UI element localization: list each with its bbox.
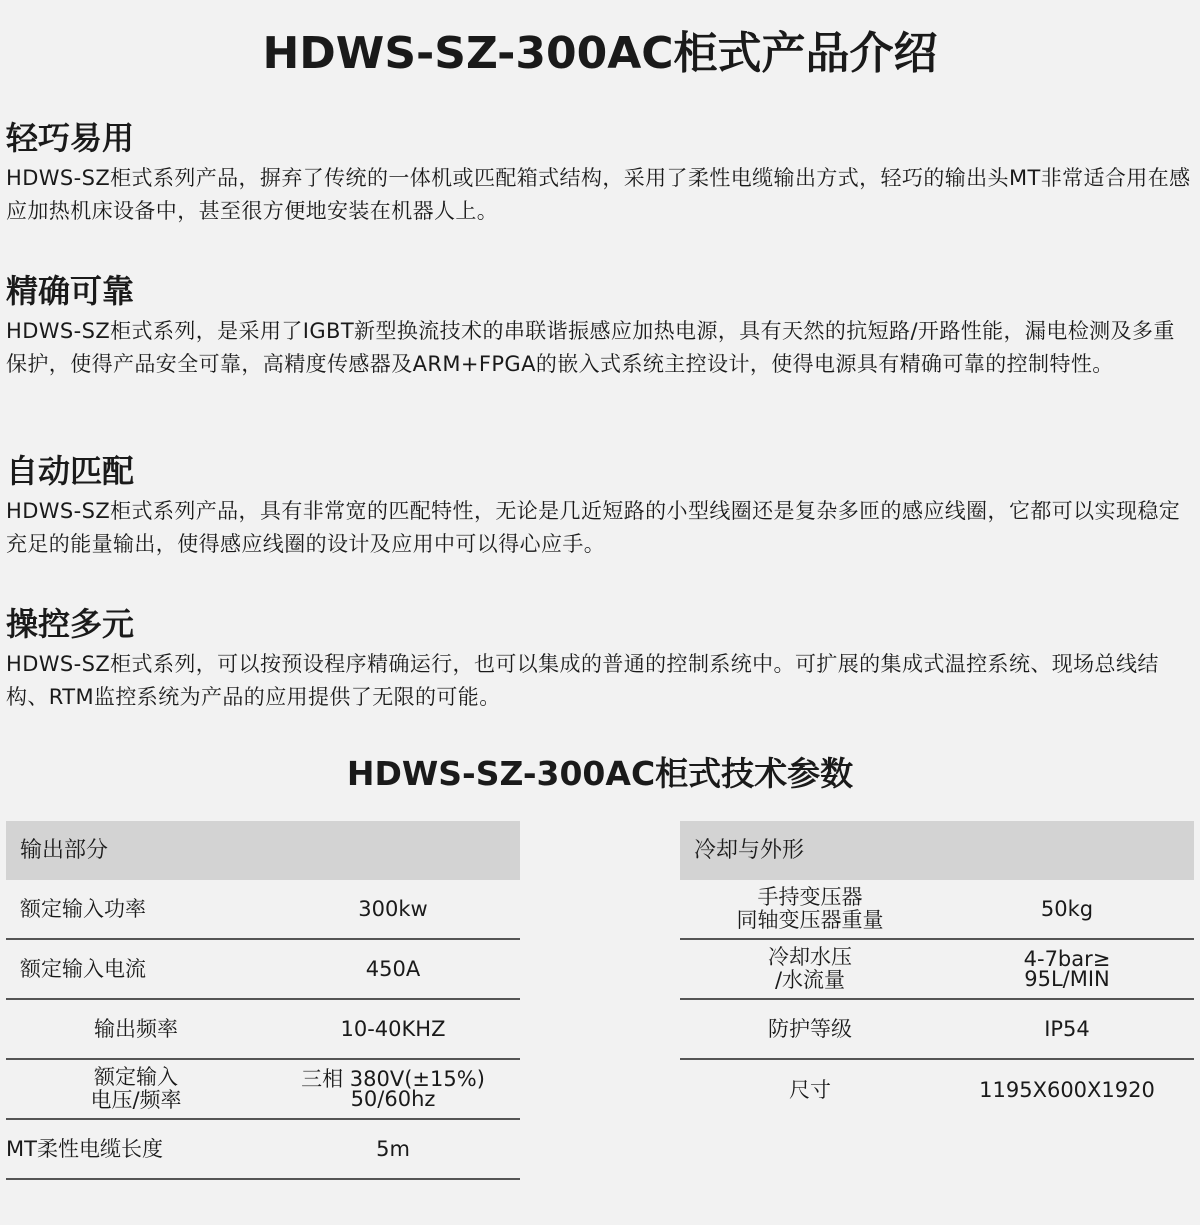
param-value [940,1019,1194,1039]
param-label-line: 电压/频率 [90,1088,182,1112]
param-value-line: 4-7bar≥ [1023,947,1111,971]
section-easy-use [6,116,1196,228]
param-label [680,946,940,992]
spec-table-cooling [680,821,1194,1120]
param-value-line: 三相 380V(±15%) [301,1067,485,1091]
table-row [680,1060,1194,1120]
section-text: HDWS-SZ柜式系列产品，摒弃了传统的一体机或匹配箱式结构，采用了柔性电缆输出方式，轻巧的输出头MT非常适合用在感应加热机床设备中，甚至很方便地安装在机器人上。 [6,166,1191,223]
param-label [680,886,940,932]
param-value [266,1019,520,1039]
param-value-line: 300kw [358,897,428,921]
param-label-line: 额定输入 [94,1065,178,1089]
param-label-line: 手持变压器 [757,885,863,909]
table-row [6,1000,520,1060]
param-label [6,958,266,981]
page-title: HDWS-SZ-300AC柜式产品介绍 [262,28,938,79]
param-value [940,899,1194,919]
param-label [6,1018,266,1041]
param-value-line: 1195X600X1920 [979,1078,1155,1102]
param-value [266,1139,520,1159]
param-label-line: 额定输入功率 [20,896,146,921]
param-value [940,949,1194,989]
param-label-line: MT柔性电缆长度 [6,1136,163,1161]
param-label-line: 冷却水压 [768,945,852,969]
section-text: HDWS-SZ柜式系列，可以按预设程序精确运行，也可以集成的普通的控制系统中。可扩展的集成式温控系统、现场总线结构、RTM监控系统为产品的应用提供了无限的可能。 [6,652,1159,709]
param-label [680,1079,940,1102]
section-text: HDWS-SZ柜式系列产品，具有非常宽的匹配特性，无论是几近短路的小型线圈还是复杂多匝的感应线圈，它都可以实现稳定充足的能量输出，使得感应线圈的设计及应用中可以得心应手。 [6,499,1181,556]
param-label-line: 额定输入电流 [20,956,146,981]
table-row [6,940,520,1000]
spec-table-output [6,821,520,1180]
param-label [6,898,266,921]
table-row [6,1060,520,1120]
param-label [6,1066,266,1112]
section-heading: 操控多元 [6,605,135,643]
section-multi-control [6,602,1196,714]
section-heading: 精确可靠 [6,272,135,310]
param-value [266,899,520,919]
param-value-line: 5m [376,1137,410,1161]
param-value-line: IP54 [1044,1017,1090,1041]
param-label-line: 输出频率 [94,1016,178,1041]
param-label-line: 尺寸 [789,1077,831,1102]
param-label-line: /水流量 [774,968,846,992]
section-precise-reliable [6,269,1196,381]
table-header: 冷却与外形 [680,821,1194,880]
table-row [680,940,1194,1000]
param-value-line: 50/60hz [350,1087,436,1111]
table-row [680,1000,1194,1060]
param-value [266,959,520,979]
section-text: HDWS-SZ柜式系列，是采用了IGBT新型换流技术的串联谐振感应加热电源，具有天然的抗短路/开路性能，漏电检测及多重保护，使得产品安全可靠，高精度传感器及ARM+FPGA的嵌入式系统主控设计，使得电源具有精确可靠的控制特性。 [6,319,1175,376]
param-label-line: 防护等级 [768,1016,852,1041]
param-value [266,1069,520,1109]
param-value-line: 50kg [1040,897,1094,921]
table-row [6,1120,520,1180]
param-label-line: 同轴变压器重量 [736,908,884,932]
param-value-line: 10-40KHZ [340,1017,446,1041]
param-value-line: 95L/MIN [1024,967,1110,991]
section-heading: 轻巧易用 [6,119,135,157]
param-value-line: 450A [365,957,421,981]
param-label [680,1018,940,1041]
table-header: 输出部分 [6,821,520,880]
spec-title: HDWS-SZ-300AC柜式技术参数 [346,754,854,793]
param-label [6,1138,266,1161]
section-heading: 自动匹配 [6,452,135,490]
param-value [940,1080,1194,1100]
table-row [6,880,520,940]
table-row [680,880,1194,940]
section-auto-match [6,449,1196,561]
